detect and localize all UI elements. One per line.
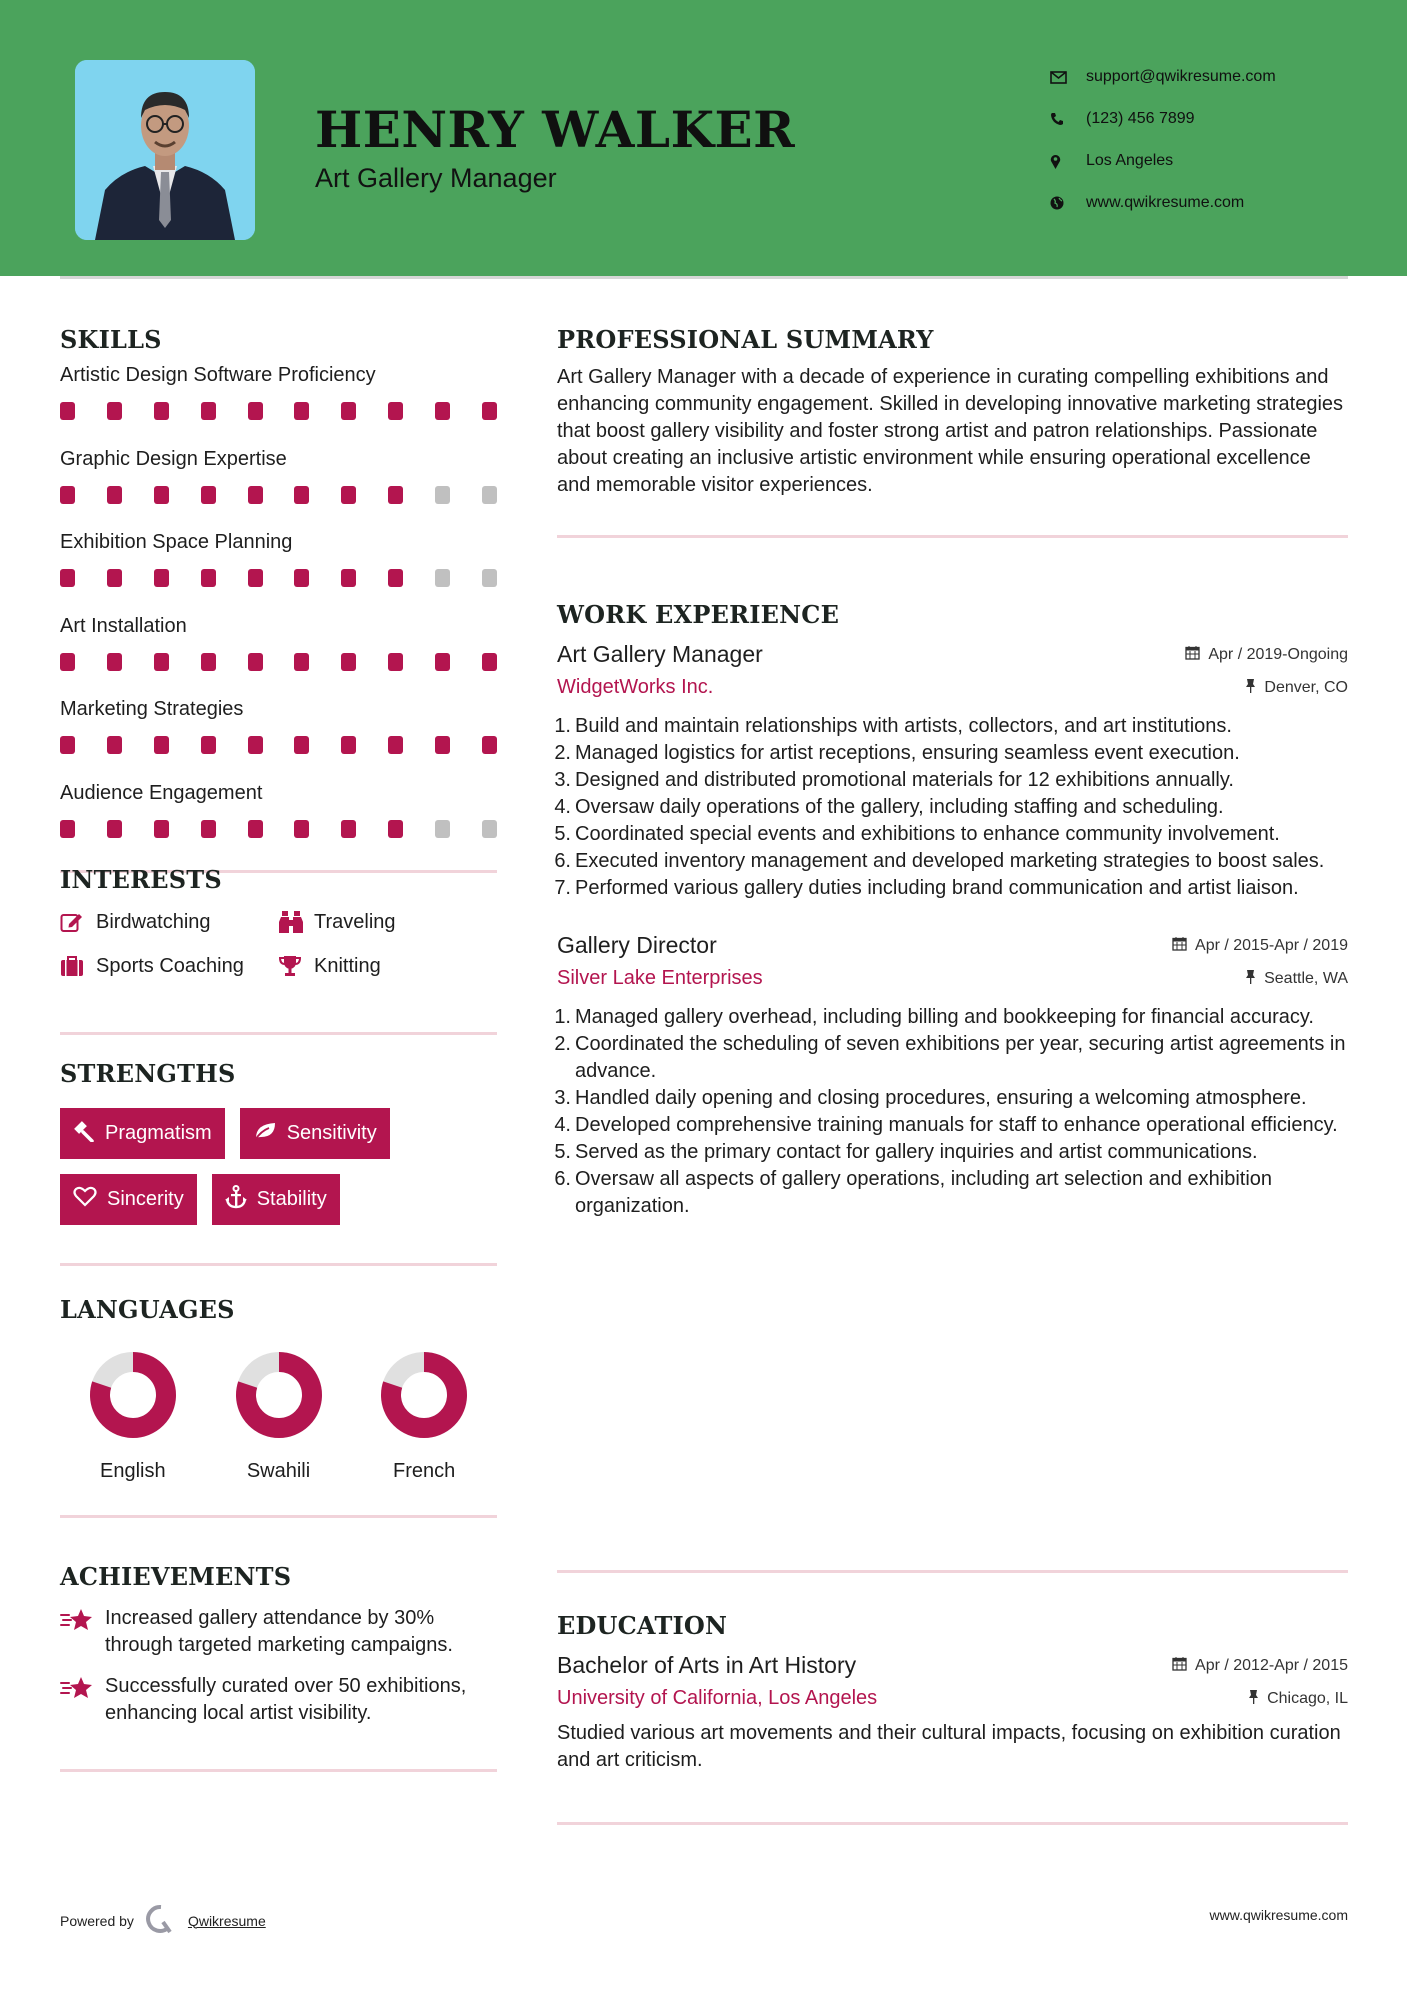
strength-tag [240, 1108, 390, 1159]
envelope-icon [1050, 71, 1086, 84]
thumbtack-icon [1248, 1689, 1259, 1709]
skill-item [60, 615, 497, 689]
rating-dot-filled [201, 402, 216, 420]
language-name: French [393, 1460, 456, 1482]
rating-dot-filled [60, 486, 75, 504]
language-item [206, 1352, 352, 1483]
job-bullet [554, 821, 1348, 848]
contact-website[interactable] [1050, 182, 1370, 224]
suitcase-icon [60, 955, 96, 977]
school-name: University of California, Los Angeles [557, 1687, 878, 1709]
bullet-number: 2. [554, 1033, 571, 1055]
bullet-text: Oversaw all aspects of gallery operations, including art selection and exhibition organization. [575, 1168, 1273, 1217]
interest-item [60, 906, 278, 938]
language-item [60, 1352, 206, 1483]
bullet-text: Handled daily opening and closing procedures, ensuring a welcoming atmosphere. [575, 1087, 1307, 1109]
section-divider [557, 1822, 1348, 1825]
rating-dot-empty [435, 486, 450, 504]
bullet-number: 2. [554, 742, 571, 764]
rating-dot-filled [388, 736, 403, 754]
rating-dot-filled [107, 402, 122, 420]
job-bullet [554, 794, 1348, 821]
rating-dot-filled [60, 653, 75, 671]
job-bullet [554, 713, 1348, 740]
skill-name: Audience Engagement [60, 781, 263, 804]
strengths-list [60, 1108, 480, 1225]
rating-dot-filled [341, 402, 356, 420]
bullet-text: Managed logistics for artist receptions, ensuring seamless event execution. [575, 742, 1240, 764]
rating-dot-filled [248, 653, 263, 671]
interests-list [60, 906, 497, 982]
language-donut-chart [236, 1352, 322, 1438]
job-bullet [554, 767, 1348, 794]
bullet-number: 1. [554, 1006, 571, 1028]
strength-label: Sensitivity [286, 1122, 377, 1144]
interest-item [278, 906, 497, 938]
calendar-icon [1172, 936, 1187, 956]
job-bullet [554, 1166, 1348, 1220]
rating-dot-filled [294, 402, 309, 420]
rating-dot-empty [435, 820, 450, 838]
edit-icon [60, 911, 96, 933]
rating-dot-empty [482, 486, 497, 504]
rating-dot-filled [482, 653, 497, 671]
bullet-text: Build and maintain relationships with artists, collectors, and art institutions. [575, 715, 1232, 737]
rating-dot-filled [341, 736, 356, 754]
rating-dot-filled [60, 736, 75, 754]
rating-dot-filled [154, 820, 169, 838]
contact-location [1050, 140, 1370, 182]
rating-dot-filled [388, 820, 403, 838]
skill-name: Exhibition Space Planning [60, 531, 293, 553]
rating-dot-filled [294, 820, 309, 838]
rating-dot-filled [388, 569, 403, 587]
rating-dot-filled [201, 653, 216, 671]
binoculars-icon [278, 910, 314, 934]
rating-dot-filled [435, 736, 450, 754]
rating-dot-filled [341, 569, 356, 587]
calendar-icon [1172, 1656, 1187, 1676]
rating-dot-filled [435, 402, 450, 420]
bullet-number: 6. [554, 850, 571, 872]
job-dates: Apr / 2015-Apr / 2019 [1172, 936, 1348, 956]
education-dates: Apr / 2012-Apr / 2015 [1172, 1656, 1348, 1676]
header-divider [60, 276, 1348, 279]
skill-name: Marketing Strategies [60, 698, 244, 720]
rating-dot-filled [60, 820, 75, 838]
rating-dot-filled [294, 653, 309, 671]
job-location: Seattle, WA [1245, 969, 1348, 989]
skill-name: Art Installation [60, 614, 187, 637]
interest-label: Birdwatching [96, 910, 211, 933]
skill-item [60, 782, 497, 856]
gavel-icon [73, 1120, 95, 1148]
trophy-icon [278, 955, 314, 977]
language-item [351, 1352, 497, 1483]
rating-dot-filled [107, 820, 122, 838]
anchor-icon [225, 1185, 247, 1215]
rating-dot-filled [341, 653, 356, 671]
skill-rating [60, 736, 497, 754]
strengths-heading: STRENGTHS [60, 1059, 236, 1088]
job-dates: Apr / 2019-Ongoing [1185, 645, 1348, 665]
job-bullet [554, 1139, 1348, 1166]
rating-dot-filled [60, 569, 75, 587]
thumbtack-icon [1245, 969, 1256, 989]
rating-dot-filled [248, 736, 263, 754]
language-name: English [100, 1460, 166, 1482]
languages-section [60, 1295, 497, 1518]
job-bullet [554, 1112, 1348, 1139]
achievement-text: Increased gallery attendance by 30% through targeted marketing campaigns. [105, 1607, 453, 1656]
languages-heading: LANGUAGES [60, 1295, 235, 1324]
achievement-item [60, 1673, 497, 1727]
section-divider [60, 1032, 497, 1035]
interest-label: Sports Coaching [96, 954, 244, 977]
section-divider [60, 1769, 497, 1772]
rating-dot-filled [201, 736, 216, 754]
rating-dot-filled [294, 569, 309, 587]
job-entry [554, 932, 1348, 1220]
rating-dot-empty [435, 569, 450, 587]
rating-dot-filled [248, 402, 263, 420]
contact-email[interactable] [1050, 56, 1370, 98]
skill-name: Graphic Design Expertise [60, 447, 287, 470]
rating-dot-filled [294, 486, 309, 504]
resume-header [0, 0, 1407, 276]
summary-section [557, 325, 1348, 538]
languages-list [60, 1352, 497, 1483]
skills-list [60, 364, 497, 855]
skill-rating [60, 569, 497, 587]
rating-dot-filled [388, 402, 403, 420]
rating-dot-empty [482, 569, 497, 587]
achievements-section [60, 1562, 497, 1772]
summary-heading: PROFESSIONAL SUMMARY [557, 325, 934, 354]
achievement-item [60, 1605, 497, 1659]
section-divider [60, 1515, 497, 1518]
skill-rating [60, 402, 497, 420]
qwikresume-link[interactable]: Qwikresume [187, 1912, 266, 1929]
rating-dot-filled [388, 486, 403, 504]
footer-powered-by [60, 1904, 266, 1937]
job-bullet [554, 875, 1348, 902]
rating-dot-filled [341, 486, 356, 504]
rating-dot-filled [154, 736, 169, 754]
rating-dot-filled [154, 486, 169, 504]
education-description: Studied various art movements and their cultural impacts, focusing on exhibition curation and art criticism. [557, 1722, 1341, 1771]
education-heading: EDUCATION [557, 1611, 728, 1640]
summary-text: Art Gallery Manager with a decade of experience in curating compelling exhibitions and enhancing community engagement. Skilled in developing innovative marketing strategies that boost gallery visibility and foster strong artist and patron relationships. Passionate about creating an inclusive artistic environment while ensuring operational excellence and memorable visitor experiences. [557, 366, 1344, 496]
person-portrait-icon [75, 60, 255, 240]
section-divider [557, 535, 1348, 538]
rating-dot-filled [482, 402, 497, 420]
education-section [557, 1600, 1348, 1825]
bullet-number: 5. [554, 823, 571, 845]
skill-item [60, 698, 497, 772]
bullet-number: 3. [554, 769, 571, 791]
rating-dot-filled [201, 569, 216, 587]
bullet-number: 5. [554, 1141, 571, 1163]
candidate-name: HENRY WALKER [315, 100, 796, 159]
interest-item [60, 950, 278, 982]
rating-dot-filled [60, 402, 75, 420]
job-bullet [554, 740, 1348, 767]
bullet-text: Managed gallery overhead, including billing and bookkeeping for financial accuracy. [575, 1006, 1314, 1028]
leaf-icon [253, 1121, 277, 1147]
language-donut-chart [90, 1352, 176, 1438]
profile-photo [75, 60, 255, 240]
bullet-number: 3. [554, 1087, 571, 1109]
bullet-text: Oversaw daily operations of the gallery, including staffing and scheduling. [575, 796, 1224, 818]
phone-icon [1050, 112, 1086, 126]
rating-dot-filled [248, 569, 263, 587]
rating-dot-filled [248, 820, 263, 838]
map-marker-icon [1050, 154, 1086, 169]
rating-dot-filled [154, 569, 169, 587]
job-bullets [554, 713, 1348, 902]
skill-name: Artistic Design Software Proficiency [60, 364, 376, 386]
thumbtack-icon [1245, 678, 1256, 698]
contact-phone-text: (123) 456 7899 [1086, 110, 1195, 127]
candidate-title: Art Gallery Manager [315, 163, 557, 193]
footer-website[interactable]: www.qwikresume.com [1209, 1907, 1348, 1923]
contact-website-text: www.qwikresume.com [1086, 194, 1245, 211]
strength-tag [212, 1174, 340, 1225]
qwikresume-logo-icon [146, 1904, 176, 1937]
strength-tag [60, 1108, 225, 1159]
section-divider [60, 1263, 497, 1266]
education-location: Chicago, IL [1248, 1689, 1348, 1709]
company-name: Silver Lake Enterprises [557, 967, 763, 989]
heart-icon [73, 1186, 97, 1213]
globe-icon [1050, 196, 1086, 210]
language-name: Swahili [246, 1460, 311, 1482]
job-bullet [554, 1004, 1348, 1031]
interest-item [278, 950, 497, 982]
bullet-number: 4. [554, 1114, 571, 1136]
shooting-star-icon [60, 1605, 105, 1659]
job-entry [554, 641, 1348, 902]
job-title: Art Gallery Manager [557, 641, 763, 667]
contact-phone[interactable] [1050, 98, 1370, 140]
rating-dot-filled [388, 653, 403, 671]
skill-item [60, 448, 497, 522]
work-experience-section [554, 600, 1348, 1220]
bullet-number: 6. [554, 1168, 571, 1190]
rating-dot-filled [107, 653, 122, 671]
shooting-star-icon [60, 1673, 105, 1727]
rating-dot-filled [341, 820, 356, 838]
rating-dot-filled [248, 486, 263, 504]
powered-by-label: Powered by [60, 1912, 134, 1929]
bullet-text: Coordinated the scheduling of seven exhibitions per year, securing artist agreements in advance. [575, 1033, 1346, 1082]
bullet-number: 1. [554, 715, 571, 737]
interest-label: Knitting [314, 954, 381, 977]
rating-dot-filled [482, 736, 497, 754]
job-bullet [554, 1085, 1348, 1112]
achievements-heading: ACHIEVEMENTS [60, 1562, 292, 1591]
skills-section [60, 325, 497, 873]
rating-dot-filled [154, 402, 169, 420]
rating-dot-filled [201, 486, 216, 504]
job-bullet [554, 1031, 1348, 1085]
strength-label: Pragmatism [105, 1122, 212, 1144]
strength-label: Stability [256, 1188, 327, 1210]
bullet-text: Developed comprehensive training manuals for staff to enhance operational efficiency. [575, 1114, 1338, 1136]
rating-dot-filled [107, 736, 122, 754]
job-bullet [554, 848, 1348, 875]
skill-item [60, 531, 497, 605]
skill-rating [60, 820, 497, 838]
rating-dot-filled [201, 820, 216, 838]
rating-dot-filled [107, 569, 122, 587]
strengths-section [60, 1059, 497, 1266]
work-heading: WORK EXPERIENCE [557, 600, 840, 629]
calendar-icon [1185, 645, 1200, 665]
bullet-number: 4. [554, 796, 571, 818]
job-bullets [554, 1004, 1348, 1220]
bullet-text: Executed inventory management and developed marketing strategies to boost sales. [575, 850, 1325, 872]
bullet-text: Served as the primary contact for gallery inquiries and artist communications. [575, 1141, 1258, 1163]
bullet-text: Designed and distributed promotional materials for 12 exhibitions annually. [575, 769, 1234, 791]
strength-tag [60, 1174, 197, 1225]
interest-label: Traveling [314, 910, 396, 933]
job-location: Denver, CO [1245, 678, 1348, 698]
skills-heading: SKILLS [60, 325, 162, 354]
rating-dot-filled [294, 736, 309, 754]
interests-heading: INTERESTS [60, 865, 222, 894]
rating-dot-filled [154, 653, 169, 671]
bullet-text: Coordinated special events and exhibitions to enhance community involvement. [575, 823, 1280, 845]
rating-dot-filled [435, 653, 450, 671]
skill-rating [60, 653, 497, 671]
contact-location-text: Los Angeles [1086, 152, 1174, 169]
rating-dot-filled [107, 486, 122, 504]
degree-name: Bachelor of Arts in Art History [557, 1652, 857, 1678]
interests-section [60, 865, 497, 1035]
contact-list [1050, 56, 1370, 224]
section-divider [557, 1570, 1348, 1573]
rating-dot-empty [482, 820, 497, 838]
job-title: Gallery Director [557, 932, 717, 958]
achievement-text: Successfully curated over 50 exhibitions, enhancing local artist visibility. [105, 1675, 467, 1724]
contact-email-text: support@qwikresume.com [1086, 68, 1276, 85]
language-donut-chart [381, 1352, 467, 1438]
company-name: WidgetWorks Inc. [557, 676, 714, 698]
bullet-number: 7. [554, 877, 571, 899]
bullet-text: Performed various gallery duties including brand communication and artist liaison. [575, 877, 1299, 899]
skill-rating [60, 486, 497, 504]
strength-label: Sincerity [107, 1188, 184, 1210]
skill-item [60, 364, 497, 438]
